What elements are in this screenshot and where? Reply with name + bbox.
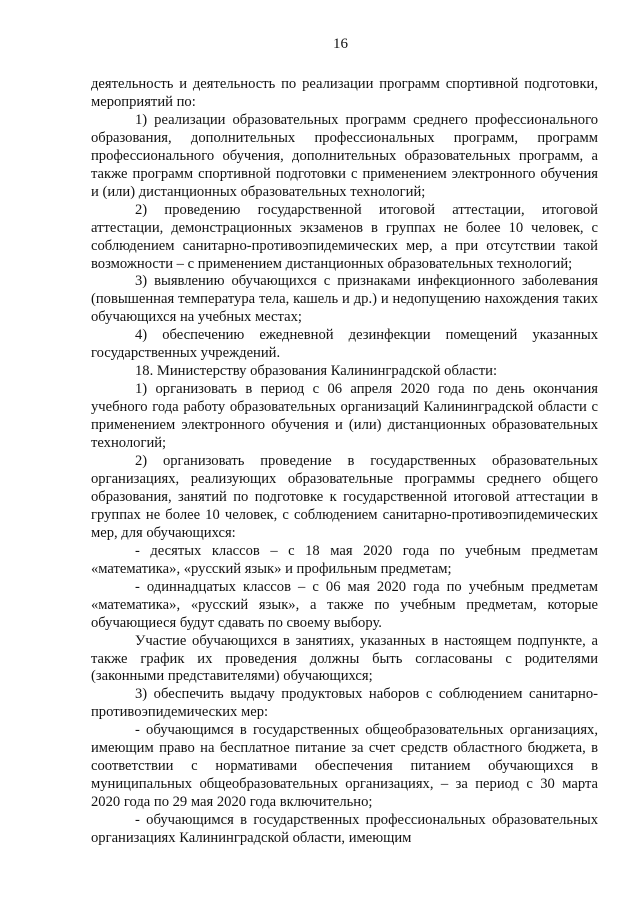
paragraph: 18. Министерству образования Калининградской области:	[135, 363, 498, 380]
paragraph: Участие обучающихся в занятиях, указанных в настоящем подпункте, а также график их проведения должны быть согласованы с родителями (законными представителями) обучающихся;	[91, 632, 598, 685]
document-body	[91, 76, 598, 848]
paragraph: 1) реализации образовательных программ среднего профессионального образования, дополнительных профессиональных программ, программ профессионального обучения, дополнительных образовательных программ, а также программ спортивной подготовки с применением электронного обучения и (или) дистанционных образовательных технологий;	[91, 111, 598, 200]
page-number: 16	[333, 36, 348, 52]
paragraph: 4) обеспечению ежедневной дезинфекции помещений указанных государственных учреждений.	[91, 327, 598, 362]
paragraph: 1) организовать в период с 06 апреля 2020 года по день окончания учебного года работу образовательных организаций Калининградской области с применением электронного обучения и (или) дистанционных образовательных технологий;	[91, 381, 598, 452]
paragraph: 2) проведению государственной итоговой аттестации, итоговой аттестации, демонстрационных экзаменов в группах не более 10 человек, с соблюдением санитарно-противоэпидемических мер, а при отсутствии такой возможности – с применением дистанционных образовательных технологий;	[91, 201, 598, 272]
paragraph: деятельность и деятельность по реализации программ спортивной подготовки, мероприятий по:	[91, 76, 598, 110]
paragraph: 2) организовать проведение в государственных образовательных организациях, реализующих образовательные программы среднего общего образования, занятий по подготовке к государственной итоговой аттестации в группах не более 10 человек, с соблюдением санитарно-противоэпидемических мер, для обучающихся:	[91, 453, 598, 541]
paragraph: - одиннадцатых классов – с 06 мая 2020 года по учебным предметам «математика», «русский язык», а также по учебным предметам, которые обучающиеся будут сдавать по своему выбору.	[91, 578, 598, 631]
paragraph: - обучающимся в государственных профессиональных образовательных организациях Калининградской области, имеющим	[91, 812, 598, 847]
paragraph: - десятых классов – с 18 мая 2020 года по учебным предметам «математика», «русский язык» и профильным предметам;	[91, 542, 598, 577]
paragraph: - обучающимся в государственных общеобразовательных организациях, имеющим право на бесплатное питание за счет средств областного бюджета, в соответствии с нормативами обеспечения питанием обучающихся в муниципальных общеобразовательных организациях, – за период с 30 марта 2020 года по 29 мая 2020 года включительно;	[91, 722, 598, 811]
paragraph: 3) обеспечить выдачу продуктовых наборов с соблюдением санитарно-противоэпидемических мер:	[91, 686, 598, 721]
paragraph: 3) выявлению обучающихся с признаками инфекционного заболевания (повышенная температура тела, кашель и др.) и недопущению нахождения таких обучающихся на учебных местах;	[91, 273, 598, 326]
